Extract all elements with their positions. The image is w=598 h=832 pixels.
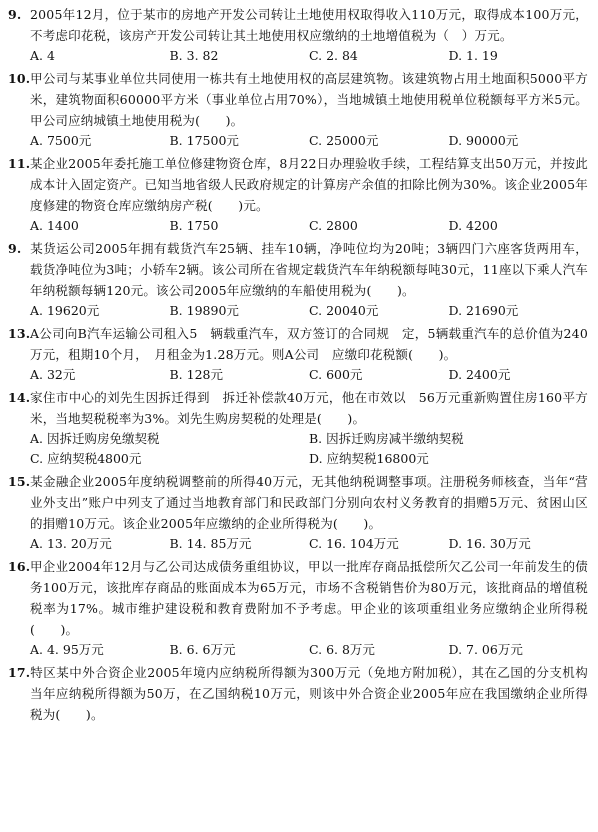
question-stem: 甲企业2004年12月与乙公司达成债务重组协议，甲以一批库存商品抵偿所欠乙公司一年前发生的债务100万元，该批库存商品的账面成本为65万元，市场不含税销售价为80万元，该批商品的增值税税率为17%。城市维护建设税和教育费附加不予考虑。甲企业的该项重组业务应缴纳企业所得税( )。 (30, 559, 588, 637)
option-b: B. 3. 82 (169, 48, 219, 63)
options (30, 640, 588, 660)
option-b: B. 17500元 (169, 133, 239, 148)
question-number: 13. (8, 326, 31, 341)
options (30, 301, 588, 321)
options (30, 131, 588, 151)
question-9 (8, 4, 588, 66)
option-c: C. 2. 84 (309, 48, 358, 63)
option-d: D. 16. 30万元 (448, 536, 531, 551)
question-number: 11. (8, 156, 31, 171)
question-number: 9. (8, 7, 22, 22)
question-11 (8, 153, 588, 236)
question-15 (8, 471, 588, 554)
option-b: B. 1750 (169, 218, 219, 233)
question-number: 15. (8, 474, 31, 489)
option-d: D. 4200 (448, 218, 498, 233)
question-stem: 2005年12月，位于某市的房地产开发公司转让土地使用权取得收入110万元，取得成本100万元，不考虑印花税，该房产开发公司转让其土地使用权应缴纳的土地增值税为（ ）万元。 (30, 7, 588, 43)
question-stem: 某金融企业2005年度纳税调整前的所得40万元，无其他纳税调整事项。注册税务师核查，当年“营业外支出”账户中列支了通过当地教育部门和民政部门分别向农村义务教育的捐赠5万元、贫困山区的捐赠10万元。该企业2005年应缴纳的企业所得税为( )。 (30, 474, 588, 531)
question-number: 9. (8, 241, 22, 256)
question-stem: 某企业2005年委托施工单位修建物资仓库，8月22日办理验收手续，工程结算支出50万元，并按此成本计入固定资产。已知当地省级人民政府规定的计算房产余值的扣除比例为30%。该企业2005年度修建的物资仓库应缴纳房产税( )元。 (30, 156, 588, 213)
question-9-vehicle (8, 238, 588, 321)
option-c: C. 25000元 (309, 133, 379, 148)
options (30, 534, 588, 554)
option-d: D. 1. 19 (448, 48, 498, 63)
option-b: B. 6. 6万元 (169, 642, 236, 657)
options (30, 429, 588, 469)
question-stem: 甲公司与某事业单位共同使用一栋共有土地使用权的高层建筑物。该建筑物占用土地面积5000平方米，建筑物面积60000平方米（事业单位占用70%），当地城镇土地使用税单位税额每平方米5元。甲公司应纳城镇土地使用税为( )。 (30, 71, 588, 128)
option-b: B. 14. 85万元 (169, 536, 252, 551)
question-number: 16. (8, 559, 31, 574)
options (30, 216, 588, 236)
option-b: B. 因拆迁购房减半缴纳契税 (309, 431, 464, 446)
option-a: A. 4 (30, 48, 55, 63)
option-c: C. 20040元 (309, 303, 379, 318)
option-d: D. 7. 06万元 (448, 642, 523, 657)
question-number: 10. (8, 71, 31, 86)
option-c: C. 16. 104万元 (309, 536, 399, 551)
question-10 (8, 68, 588, 151)
option-a: A. 13. 20万元 (30, 536, 112, 551)
option-b: B. 128元 (169, 367, 223, 382)
option-d: D. 90000元 (448, 133, 519, 148)
question-number: 17. (8, 665, 31, 680)
option-a: A. 1400 (30, 218, 79, 233)
options (30, 365, 588, 385)
question-stem: 某货运公司2005年拥有载货汽车25辆、挂车10辆，净吨位均为20吨；3辆四门六座客货两用车，载货净吨位为3吨；小轿车2辆。该公司所在省规定载货汽车年纳税额每吨30元，11座以下乘人汽车年纳税额每辆120元。该公司2005年应缴纳的车船使用税为( )。 (30, 241, 588, 298)
option-b: B. 19890元 (169, 303, 239, 318)
question-stem: 家住市中心的刘先生因拆迁得到 拆迁补偿款40万元，他在市效以 56万元重新购置住房160平方米，当地契税税率为3%。刘先生购房契税的处理是( )。 (30, 390, 588, 426)
question-number: 14. (8, 390, 31, 405)
question-14 (8, 387, 588, 469)
option-c: C. 应纳契税4800元 (30, 451, 142, 466)
question-13 (8, 323, 588, 385)
option-a: A. 4. 95万元 (30, 642, 104, 657)
option-d: D. 应纳契税16800元 (309, 451, 429, 466)
option-a: A. 32元 (30, 367, 76, 382)
option-c: C. 600元 (309, 367, 363, 382)
option-d: D. 21690元 (448, 303, 519, 318)
question-stem: 特区某中外合资企业2005年境内应纳税所得额为300万元（免地方附加税），其在乙国的分支机构当年应纳税所得额为50万，在乙国纳税10万元，则该中外合资企业2005年应在我国缴纳企业所得税为( )。 (30, 665, 588, 722)
option-a: A. 7500元 (30, 133, 92, 148)
option-c: C. 6. 8万元 (309, 642, 375, 657)
option-a: A. 因拆迁购房免缴契税 (30, 431, 160, 446)
option-a: A. 19620元 (30, 303, 100, 318)
option-c: C. 2800 (309, 218, 358, 233)
options (30, 46, 588, 66)
question-17 (8, 662, 588, 725)
question-16 (8, 556, 588, 660)
option-d: D. 2400元 (448, 367, 511, 382)
question-stem: A公司向B汽车运输公司租入5 辆载重汽车，双方签订的合同规 定，5辆载重汽车的总价值为240万元，租期10个月， 月租金为1.28万元。则A公司 应缴印花税额( )。 (30, 326, 588, 362)
